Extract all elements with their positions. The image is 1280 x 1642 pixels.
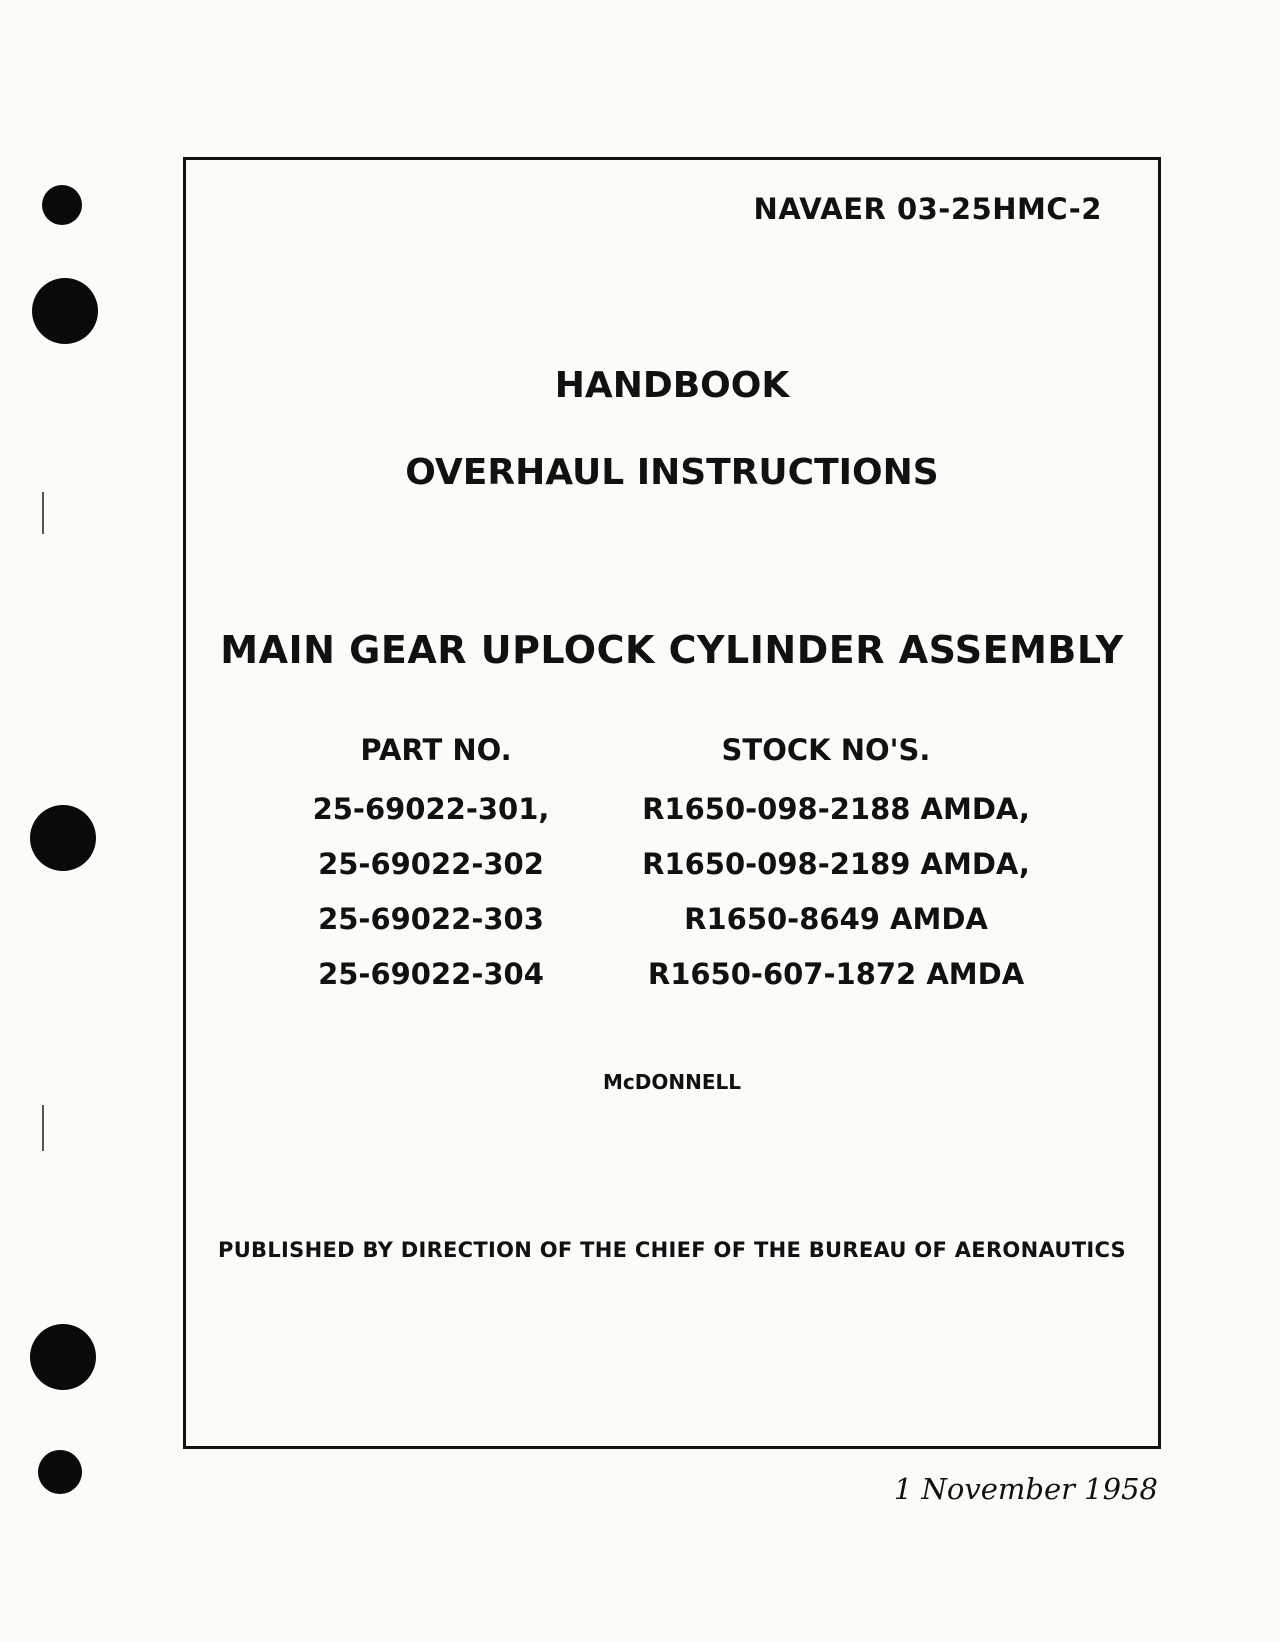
stock-number: R1650-8649 AMDA [684,902,988,936]
document-number: NAVAER 03-25HMC-2 [753,192,1102,226]
binder-hole [42,185,82,225]
part-number: 25-69022-303 [318,902,544,936]
stock-number: R1650-098-2189 AMDA, [642,847,1030,881]
binder-hole [30,805,96,871]
manufacturer: McDONNELL [603,1070,741,1094]
publisher-statement: PUBLISHED BY DIRECTION OF THE CHIEF OF THE BUREAU OF AERONAUTICS [218,1238,1126,1262]
assembly-title: MAIN GEAR UPLOCK CYLINDER ASSEMBLY [220,628,1124,672]
part-number: 25-69022-304 [318,957,544,991]
margin-mark [42,1105,44,1151]
stock-number-header: STOCK NO'S. [721,733,931,767]
stock-number: R1650-098-2188 AMDA, [642,792,1030,826]
stock-number: R1650-607-1872 AMDA [647,957,1025,991]
publication-date: 1 November 1958 [893,1472,1158,1506]
title-handbook: HANDBOOK [554,365,790,406]
title-frame [183,157,1161,1449]
binder-hole [32,278,98,344]
binder-hole [30,1324,96,1390]
part-number: 25-69022-301, [312,792,550,826]
part-number: 25-69022-302 [318,847,544,881]
binder-hole [38,1450,82,1494]
margin-mark [42,492,44,534]
part-number-header: PART NO. [360,733,512,767]
title-overhaul-instructions: OVERHAUL INSTRUCTIONS [405,452,939,493]
